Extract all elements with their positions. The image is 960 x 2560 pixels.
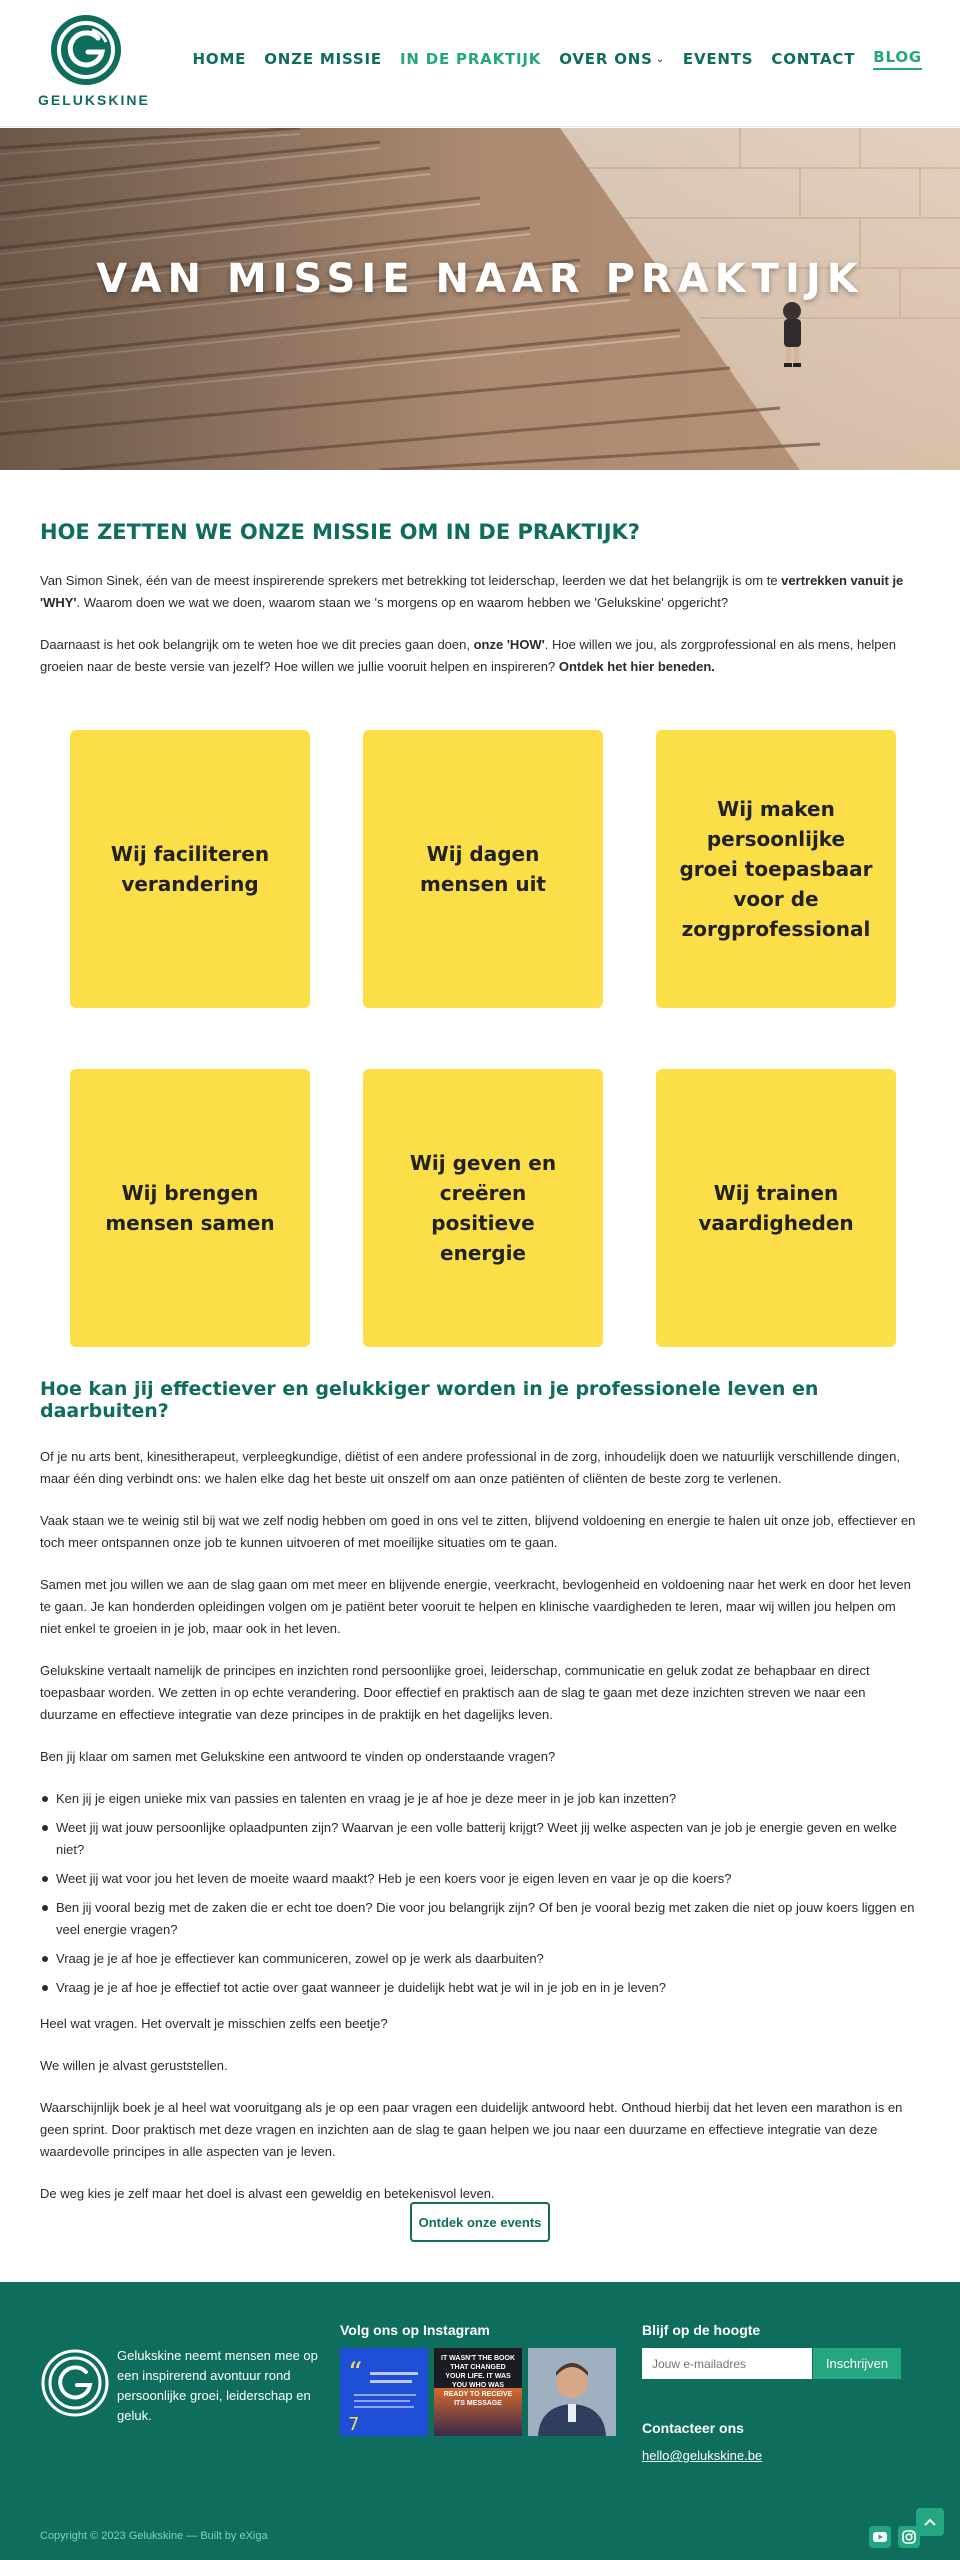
value-card — [363, 730, 603, 1008]
main-content — [40, 470, 920, 678]
text-span: . Hoe willen we jou, als zorgprofessional en als mens, helpen groeien naar de beste versie van jezelf? Hoe willen we jullie vooruit helpen en inspireren? — [40, 637, 896, 674]
nav-item-over-ons[interactable] — [559, 48, 665, 70]
contact-email-link[interactable]: hello@gelukskine.be — [642, 2448, 763, 2463]
site-footer — [0, 2282, 960, 2560]
instagram-post-text: IT WASN'T THE BOOK THAT CHANGED YOUR LIFE. IT WAS YOU WHO WAS READY TO RECEIVE ITS MESSAGE — [441, 2355, 515, 2407]
copyright-text: Copyright © 2023 Gelukskine — Built by eXiga — [40, 2530, 268, 2542]
list-item: Vraag je je af hoe je effectief tot actie over gaat wanneer je duidelijk hebt wat je wil in je job en in je leven? — [40, 1977, 920, 1999]
site-header — [0, 0, 960, 127]
list-item: Vraag je je af hoe je effectiever kan communiceren, zowel op je werk als daarbuiten? — [40, 1948, 920, 1970]
newsletter-email-input[interactable] — [642, 2348, 812, 2379]
newsletter-heading: Blijf op de hoogte — [642, 2322, 761, 2338]
nav-item-in-de-praktijk[interactable]: IN DE PRAKTIJK — [399, 50, 542, 68]
paragraph: Vaak staan we te weinig stil bij wat we zelf nodig hebben om goed in ons vel te zitten, blijvend voldoening en energie te halen uit onze job, effectiever en toch meer ontspannen onze job te kunnen uitvoeren of met moeilijke situaties om te gaan. — [40, 1513, 916, 1550]
value-card — [70, 1069, 310, 1347]
value-card — [656, 730, 896, 1008]
nav-item-home[interactable]: HOME — [192, 50, 247, 68]
youtube-icon[interactable] — [869, 2526, 891, 2548]
nav-item-onze-missie[interactable]: ONZE MISSIE — [264, 50, 382, 68]
text-span: Daarnaast is het ook belangrijk om te weten hoe we dit precies gaan doen, — [40, 637, 474, 652]
instagram-post[interactable] — [528, 2348, 616, 2436]
intro-paragraph-1 — [40, 570, 920, 614]
scroll-to-top-button[interactable] — [916, 2508, 944, 2536]
text-span: . Waarom doen we wat we doen, waarom staan we 's morgens op en waarom hebben we 'Gelukskine' opgericht? — [76, 595, 729, 610]
value-card-label: Wij maken persoonlijke groei toepasbaar voor de zorgprofessional — [679, 797, 873, 941]
professional-section — [40, 1378, 920, 2205]
value-card-label: Wij geven en creëren positieve energie — [409, 1151, 557, 1265]
section-heading-professional: Hoe kan jij effectiever en gelukkiger worden in je professionele leven en daarbuiten? — [40, 1378, 819, 1422]
nav-item-contact[interactable]: CONTACT — [771, 50, 856, 68]
questions-list — [40, 1788, 920, 1999]
paragraph: We willen je alvast geruststellen. — [40, 2058, 228, 2073]
list-item: Weet jij wat jouw persoonlijke oplaadpunten zijn? Waarvan je een volle batterij krijgt? Weet jij welke aspecten van je job je energie geven en welke niet? — [40, 1817, 920, 1861]
list-item: Ben jij vooral bezig met de zaken die er echt toe doen? Die voor jou belangrijk zijn? Of ben je vooral bezig met zaken die niet op jouw koers liggen en veel energie vragen? — [40, 1897, 920, 1941]
subscribe-button[interactable]: Inschrijven — [813, 2348, 901, 2379]
paragraph: Gelukskine vertaalt namelijk de principes en inzichten rond persoonlijke groei, leiderschap, communicatie en geluk zodat ze behapbaar en direct toepasbaar worden. We zetten in op echte verandering. Door effectief en praktisch aan de slag te gaan met deze inzichten streven we naar een duurzame en effectieve integratie van deze principes in de praktijk en het dagelijks leven. — [40, 1663, 870, 1722]
list-item: Ken jij je eigen unieke mix van passies en talenten en vraag je je af hoe je deze meer in je job kan inzetten? — [40, 1788, 920, 1810]
footer-logo-icon[interactable] — [40, 2348, 110, 2418]
svg-text:“: “ — [348, 2356, 363, 2389]
paragraph: Ben jij klaar om samen met Gelukskine een antwoord te vinden op onderstaande vragen? — [40, 1749, 556, 1764]
text-bold: onze 'HOW' — [473, 637, 545, 652]
nav-item-label: OVER ONS — [559, 50, 653, 68]
instagram-heading: Volg ons op Instagram — [340, 2322, 490, 2338]
values-cards-row-1 — [70, 730, 897, 1008]
value-card — [70, 730, 310, 1008]
paragraph: Of je nu arts bent, kinesitherapeut, verpleegkundige, diëtist of een andere professional in de zorg, inhoudelijk doen we natuurlijk verschillende dingen, maar één ding verbindt ons: we halen elke dag het beste uit onszelf om aan onze patiënten of cliënten de beste zorg te verlenen. — [40, 1449, 900, 1486]
intro-paragraph-2 — [40, 634, 920, 678]
hero-title: VAN MISSIE NAAR PRAKTIJK — [96, 256, 864, 302]
list-item: Weet jij wat voor jou het leven de moeite waard maakt? Heb je een koers voor je eigen leven en vaar je op die koers? — [40, 1868, 920, 1890]
instagram-post[interactable] — [340, 2348, 428, 2436]
section-heading-mission: HOE ZETTEN WE ONZE MISSIE OM IN DE PRAKTIJK? — [40, 520, 640, 544]
chevron-up-icon — [924, 2518, 936, 2526]
logo[interactable] — [38, 12, 150, 116]
paragraph: Samen met jou willen we aan de slag gaan om met meer en blijvende energie, veerkracht, bevlogenheid en voldoening naar het werk en door het leven te gaan. Je kan honderden opleidingen volgen om je patiënt beter vooruit te helpen en klinische vaardigheden te leren, maar wij willen jou helpen om niet enkel te groeien in je job, maar ook in het leven. — [40, 1577, 911, 1636]
value-card-label: Wij brengen mensen samen — [105, 1181, 275, 1235]
paragraph: Waarschijnlijk boek je al heel wat vooruitgang als je op een paar vragen een duidelijk antwoord hebt. Onthoud hierbij dat het leven een marathon is en geen sprint. Door praktisch met deze vragen en inzichten aan de slag te gaan helpen we jou naar een duurzame en effectieve integratie van deze waardevolle principes in alle aspecten van je leven. — [40, 2100, 903, 2159]
nav-item-blog[interactable]: BLOG — [873, 48, 922, 70]
paragraph: De weg kies je zelf maar het doel is alvast een geweldig en betekenisvol leven. — [40, 2186, 495, 2201]
quote-icon — [340, 2348, 428, 2436]
values-cards-row-2 — [70, 1069, 897, 1347]
text-bold: vertrekken vanuit je 'WHY' — [40, 573, 904, 610]
value-card-label: Wij dagen mensen uit — [420, 842, 546, 896]
main-nav — [175, 48, 922, 70]
contact-heading: Contacteer ons — [642, 2420, 744, 2436]
instagram-feed — [340, 2348, 616, 2436]
value-card — [363, 1069, 603, 1347]
nav-item-events[interactable]: EVENTS — [682, 50, 754, 68]
footer-about-text: Gelukskine neemt mensen mee op een inspirerend avontuur rond persoonlijke groei, leiderschap en geluk. — [117, 2348, 318, 2423]
hero-banner — [0, 128, 960, 470]
value-card-label: Wij trainen vaardigheden — [698, 1181, 854, 1235]
text-span: Van Simon Sinek, één van de meest inspirerende sprekers met betrekking tot leiderschap, leerden we dat het belangrijk is om te — [40, 573, 782, 588]
logo-wordmark: GELUKSKINE — [38, 92, 150, 108]
logo-mark-icon — [46, 12, 126, 88]
instagram-post[interactable] — [434, 2348, 522, 2436]
chevron-down-icon: ⌄ — [655, 53, 665, 65]
person-photo — [528, 2348, 616, 2436]
paragraph: Heel wat vragen. Het overvalt je misschien zelfs een beetje? — [40, 2016, 388, 2031]
value-card — [656, 1069, 896, 1347]
svg-text:7: 7 — [348, 2414, 360, 2435]
text-bold: Ontdek het hier beneden. — [558, 659, 715, 674]
discover-events-button[interactable]: Ontdek onze events — [410, 2202, 550, 2242]
value-card-label: Wij faciliteren verandering — [110, 842, 270, 896]
